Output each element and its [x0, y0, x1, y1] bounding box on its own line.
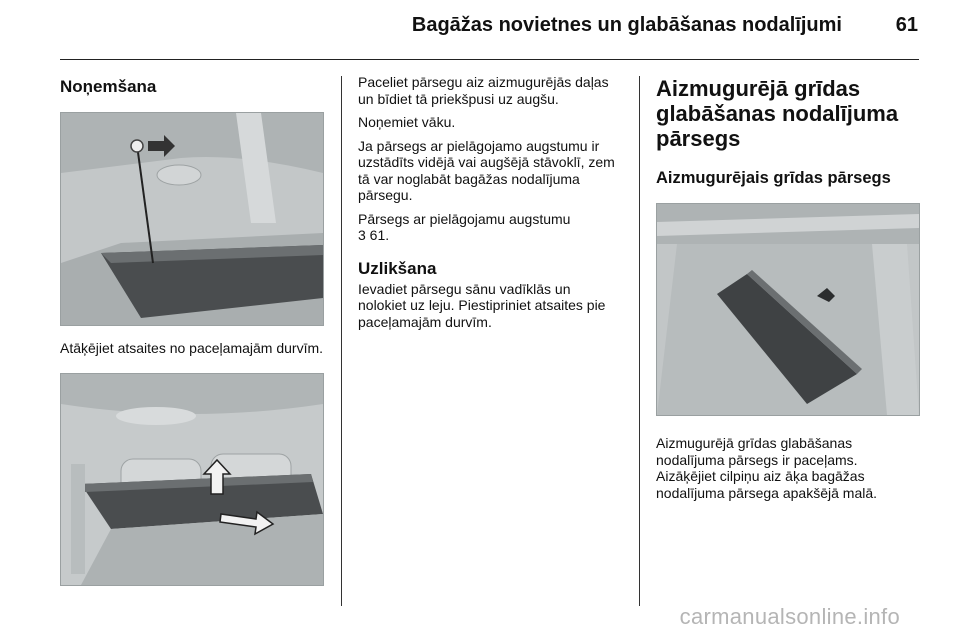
figure-tailgate-straps	[60, 112, 324, 326]
section-heading-removal: Noņemšana	[60, 77, 157, 96]
paragraph-lift-cover: Paceliet pārsegu aiz aizmugurējās daļas un bīdiet tā priekšpusi uz augšu.	[358, 74, 609, 107]
column-divider-2	[639, 76, 640, 606]
figure-tailgate-straps-illustration	[61, 113, 323, 325]
column-3	[656, 70, 920, 501]
column-2	[358, 70, 622, 330]
column-divider-1	[341, 76, 342, 606]
figure-floor-cover-illustration	[657, 204, 919, 415]
figure-floor-cover	[656, 203, 920, 416]
page-number: 61	[895, 14, 918, 36]
figure-cover-lift-illustration	[61, 374, 323, 585]
paragraph-reference	[358, 211, 622, 244]
caption-floor-cover: Aizmugurējā grīdas glabāšanas nodalījuma pārsegs ir paceļams. Aizāķējiet cilpiņu aiz āķa bagāžas nodalījuma pārsega apakšējā malā.	[656, 435, 878, 501]
watermark-text: carmanualsonline.info	[679, 604, 900, 629]
paragraph-installation: Ievadiet pārsegu sānu vadīklās un nolokiet uz leju. Piestipriniet atsaites pie paceļamajām durvīm.	[358, 280, 606, 330]
header-title: Bagāžas novietnes un glabāšanas nodalījumi	[411, 14, 842, 36]
subheading-rear-floor-cover: Aizmugurējais grīdas pārsegs	[656, 169, 891, 187]
column-1	[60, 70, 324, 586]
section-heading-installation: Uzlikšana	[358, 258, 437, 278]
figure-cover-lift	[60, 373, 324, 586]
paragraph-storage-note: Ja pārsegs ar pielāgojamo augstumu ir uzstādīts vidējā vai augšējā stāvoklī, zem tā var noglabāt bagāžas nodalījuma pārsegu.	[358, 137, 615, 203]
page-reference-link[interactable]: 3 61.	[358, 227, 390, 243]
caption-detach-straps: Atāķējiet atsaites no paceļamajām durvīm.	[60, 340, 324, 356]
paragraph-remove-cover: Noņemiet vāku.	[358, 114, 456, 130]
section-heading-floor-cover: Aizmugurējā grīdas glabāšanas nodalījuma pārsegs	[656, 76, 899, 151]
header-divider	[60, 59, 919, 60]
reference-text: Pārsegs ar pielāgojamu augstumu	[358, 210, 571, 227]
